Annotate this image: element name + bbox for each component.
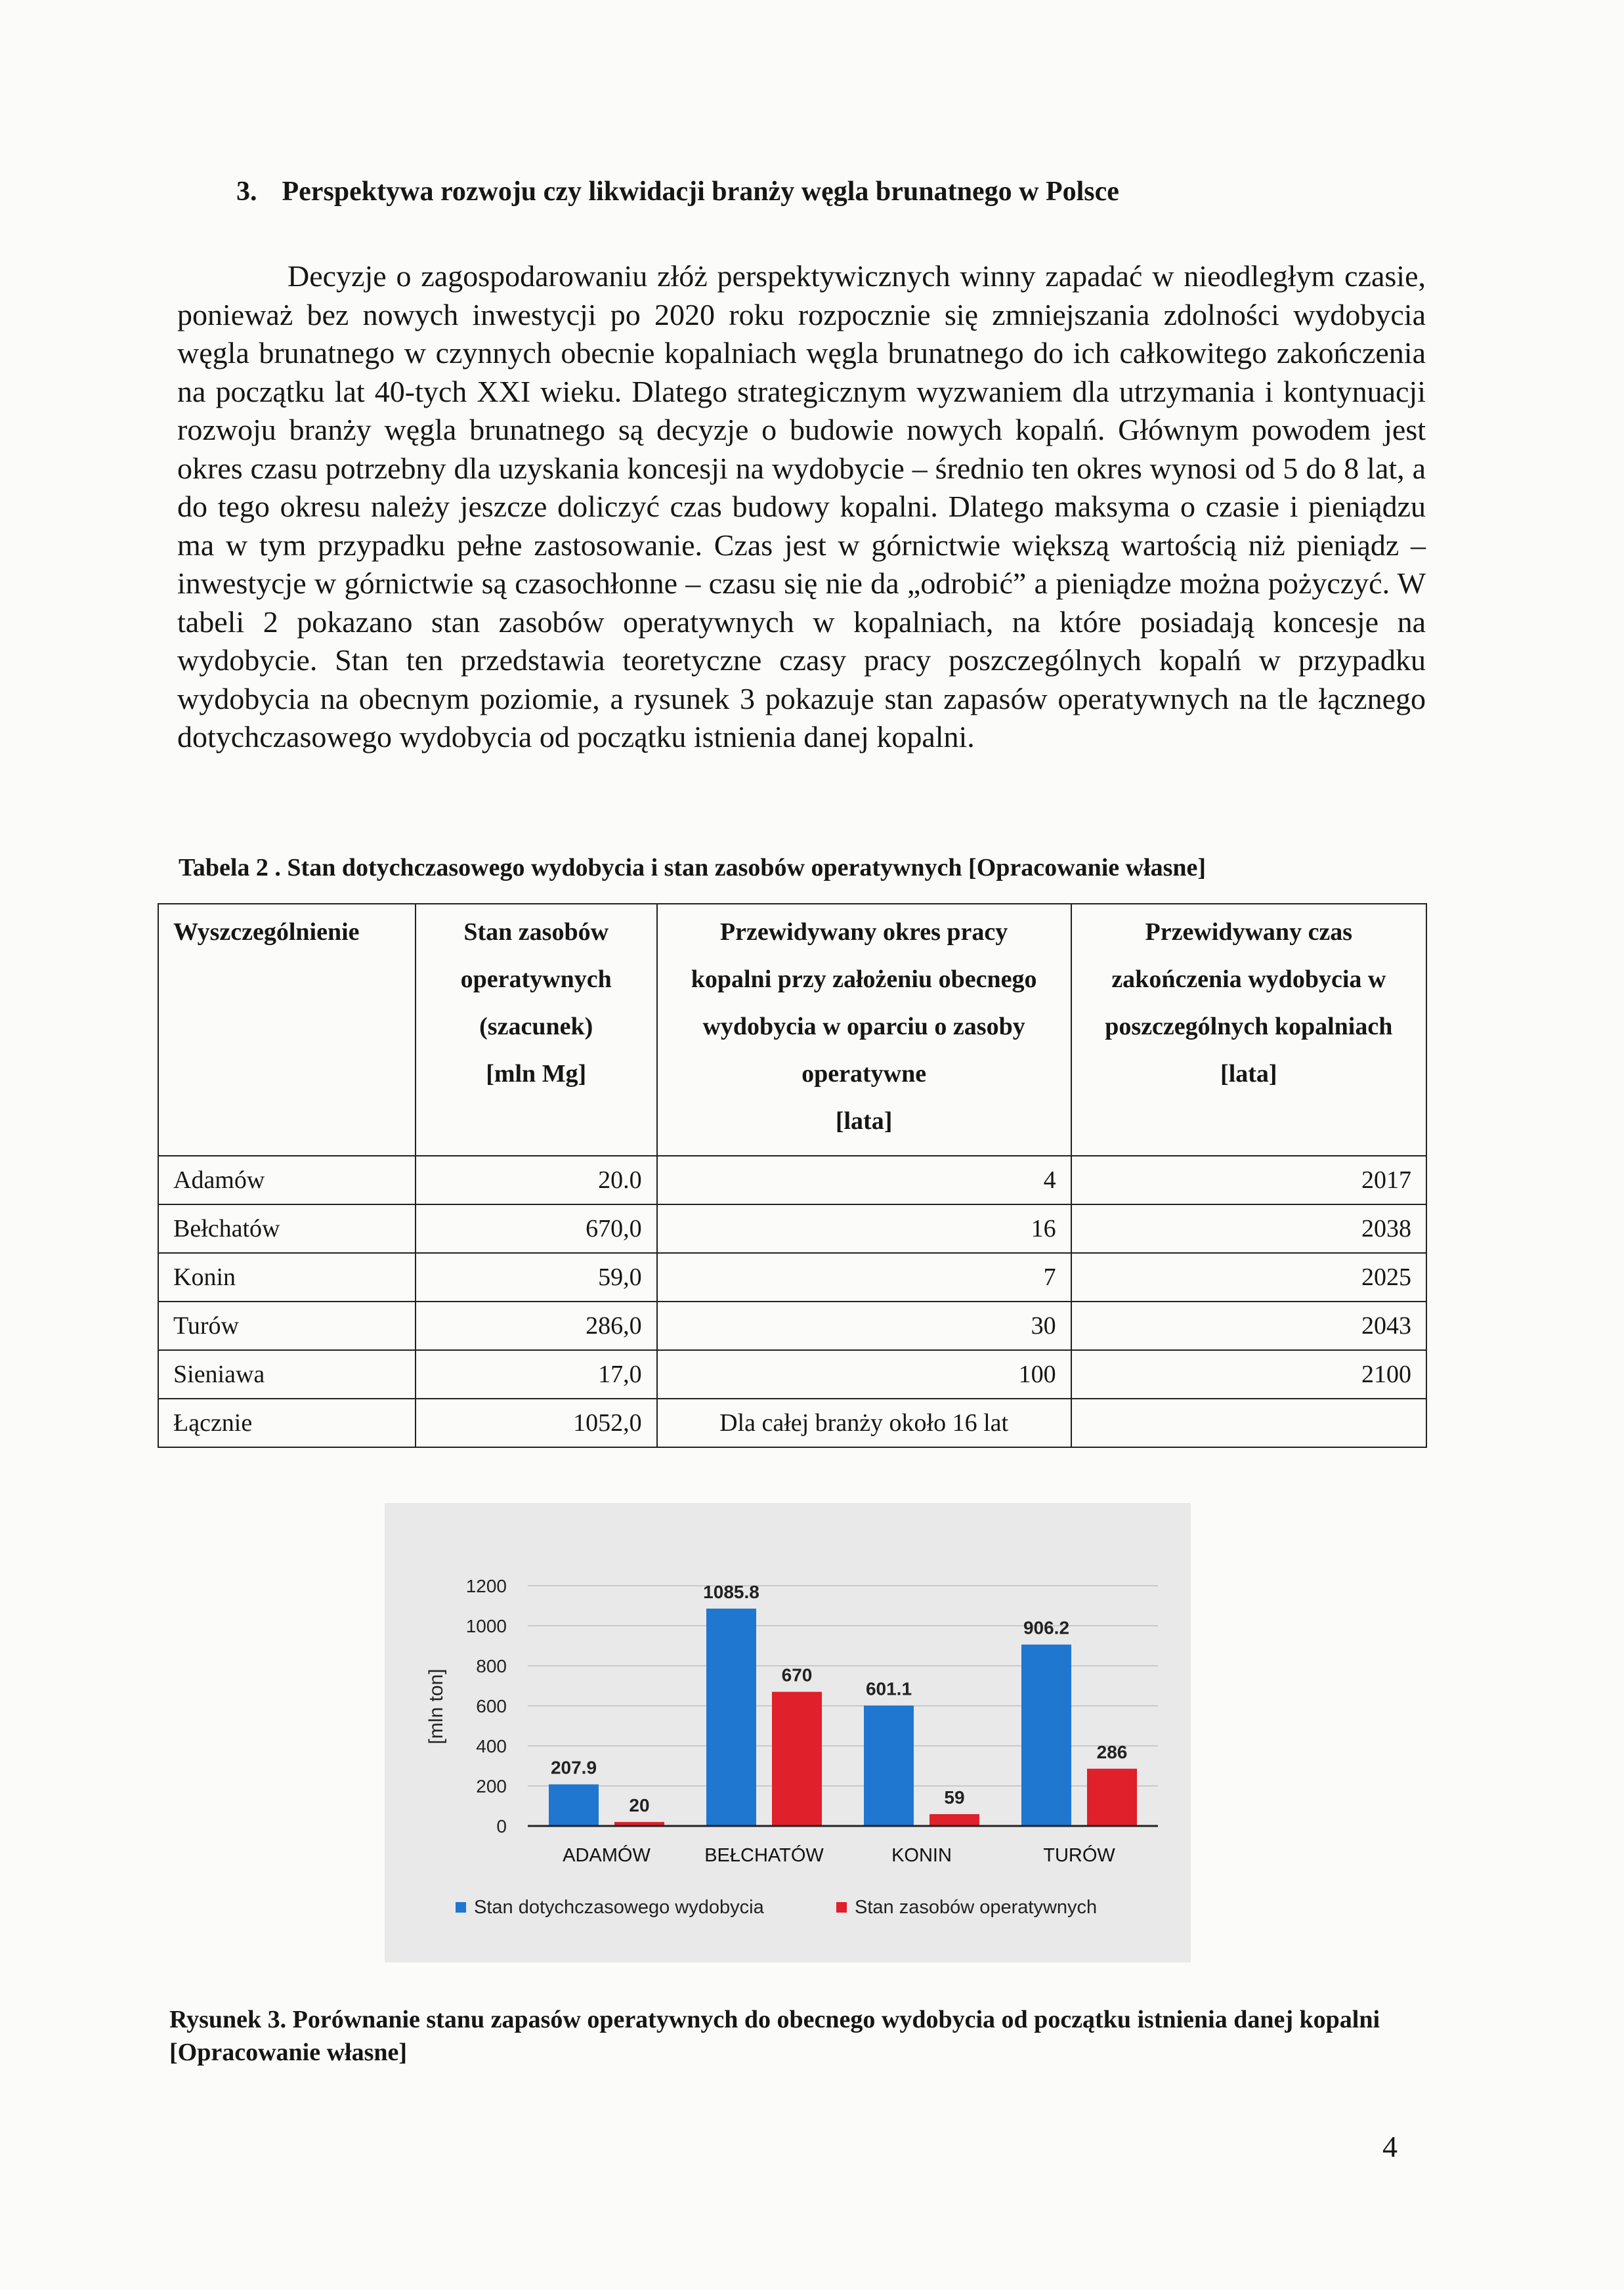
section-title: Perspektywa rozwoju czy likwidacji branży węgla brunatnego w Polsce (282, 177, 1119, 207)
x-tick-label: KONIN (891, 1845, 952, 1866)
header-cell-end-year: Przewidywany czas zakończenia wydobycia w poszczególnych kopalniach [lata] (1071, 904, 1426, 1156)
reserves-cell: 20.0 (416, 1156, 657, 1204)
page-number: 4 (1382, 2130, 1398, 2163)
data-label: 670 (781, 1664, 813, 1686)
body-paragraph: Decyzje o zagospodarowaniu złóż perspektywicznych winny zapadać w nieodległym czasie, ponieważ bez nowych inwestycji po 2020 roku rozpocznie się zmniejszania zdolności wydobycia węgla brunatnego w czynnych obecnie kopalniach węgla brunatnego do ich całkowitego zakończenia na początku lat 40-tych XXI wieku. Dlatego strategicznym wyzwaniem dla utrzymania i kontynuacji rozwoju branży węgla brunatnego są decyzje o budowie nowych kopalń. Głównym powodem jest okres czasu potrzebny dla uzyskania koncesji na wydobycie – średnio ten okres wynosi od 5 do 8 lat, a do tego okresu należy jeszcze doliczyć czas budowy kopalni. Dlatego maksyma o czasie i pieniądzu ma w tym przypadku pełne zastosowanie. Czas jest w górnictwie większą wartością niż pieniądz – inwestycje w górnictwie są czasochłonne – czasu się nie da „odrobić” a pieniądze można pożyczyć. W tabeli 2 pokazano stan zasobów operatywnych w kopalniach, na które posiadają koncesje na wydobycie. Stan ten przedstawia teoretyczne czasy pracy poszczególnych kopalń w przypadku wydobycia na obecnym poziomie, a rysunek 3 pokazuje stan zapasów operatywnych na tle łącznego dotychczasowego wydobycia od początku istnienia danej kopalni. (177, 259, 1426, 753)
table-header-row (158, 904, 1426, 1156)
data-label: 906.2 (1023, 1617, 1070, 1638)
header-cell-work-period: Przewidywany okres pracy kopalni przy założeniu obecnego wydobycia w oparciu o zasoby operatywne [lata] (657, 904, 1071, 1156)
years-cell: 7 (657, 1253, 1071, 1302)
mine-name-cell: Adamów (158, 1156, 416, 1204)
bar-reserves (1087, 1769, 1137, 1826)
x-tick-label: BEŁCHATÓW (704, 1845, 824, 1866)
legend-entry: Stan dotychczasowego wydobycia (474, 1897, 764, 1918)
reserves-cell: 670,0 (416, 1204, 657, 1253)
bar-reserves (772, 1692, 822, 1826)
y-tick-label: 800 (476, 1656, 507, 1676)
x-tick-label: TURÓW (1043, 1845, 1115, 1866)
header-cell-specification: Wyszczególnienie (158, 904, 416, 1156)
table-row (158, 1350, 1426, 1399)
legend-entry: Stan zasobów operatywnych (855, 1897, 1098, 1918)
reserves-cell: 17,0 (416, 1350, 657, 1399)
x-tick-label: ADAMÓW (563, 1845, 651, 1866)
data-label: 286 (1096, 1741, 1128, 1762)
end-year-cell: 2043 (1071, 1302, 1426, 1350)
bar-production (706, 1609, 756, 1826)
end-year-cell: 2038 (1071, 1204, 1426, 1253)
y-tick-label: 0 (496, 1816, 507, 1836)
y-tick-label: 1200 (465, 1576, 507, 1596)
total-reserves-cell: 1052,0 (416, 1399, 657, 1447)
years-cell: 4 (657, 1156, 1071, 1204)
years-cell: 30 (657, 1302, 1071, 1350)
table-row (158, 1204, 1426, 1253)
y-tick-label: 600 (476, 1696, 507, 1716)
data-label: 601.1 (865, 1678, 912, 1699)
data-label: 207.9 (550, 1757, 597, 1778)
bar-reserves (930, 1814, 979, 1826)
total-note-cell: Dla całej branży około 16 lat (657, 1399, 1071, 1447)
section-number: 3. (236, 177, 257, 207)
data-label: 1085.8 (703, 1581, 759, 1602)
years-cell: 16 (657, 1204, 1071, 1253)
y-tick-label: 200 (476, 1776, 507, 1796)
total-empty-cell (1071, 1399, 1426, 1447)
reserves-cell: 286,0 (416, 1302, 657, 1350)
end-year-cell: 2025 (1071, 1253, 1426, 1302)
data-label: 20 (629, 1794, 650, 1815)
header-cell-reserves: Stan zasobów operatywnych (szacunek) [mln Mg] (416, 904, 657, 1156)
mine-name-cell: Bełchatów (158, 1204, 416, 1253)
section-heading (236, 176, 1119, 207)
mine-name-cell: Sieniawa (158, 1350, 416, 1399)
chart-svg (385, 1503, 1191, 1962)
legend-swatch (456, 1902, 466, 1913)
legend-swatch (836, 1902, 847, 1913)
y-tick-label: 1000 (465, 1616, 507, 1636)
data-label: 59 (944, 1787, 965, 1808)
table-row (158, 1253, 1426, 1302)
mine-name-cell: Konin (158, 1253, 416, 1302)
y-axis-title: [mln ton] (425, 1668, 447, 1745)
figure-caption: Rysunek 3. Porównanie stanu zapasów operatywnych do obecnego wydobycia od początku istnienia danej kopalni [Opracowanie własne] (169, 2006, 1380, 2066)
mine-name-cell: Turów (158, 1302, 416, 1350)
end-year-cell: 2100 (1071, 1350, 1426, 1399)
y-tick-label: 400 (476, 1736, 507, 1756)
table-caption: Tabela 2 . Stan dotychczasowego wydobycia i stan zasobów operatywnych [Opracowanie własne] (179, 854, 1207, 881)
years-cell: 100 (657, 1350, 1071, 1399)
table-row (158, 1302, 1426, 1350)
bar-production (1021, 1645, 1071, 1826)
table-row (158, 1156, 1426, 1204)
bar-production (864, 1706, 914, 1826)
bar-chart (385, 1503, 1191, 1962)
table-total-row (158, 1399, 1426, 1447)
total-name-cell: Łącznie (158, 1399, 416, 1447)
reserves-cell: 59,0 (416, 1253, 657, 1302)
bar-production (549, 1785, 599, 1826)
end-year-cell: 2017 (1071, 1156, 1426, 1204)
reserves-table (158, 903, 1427, 1448)
